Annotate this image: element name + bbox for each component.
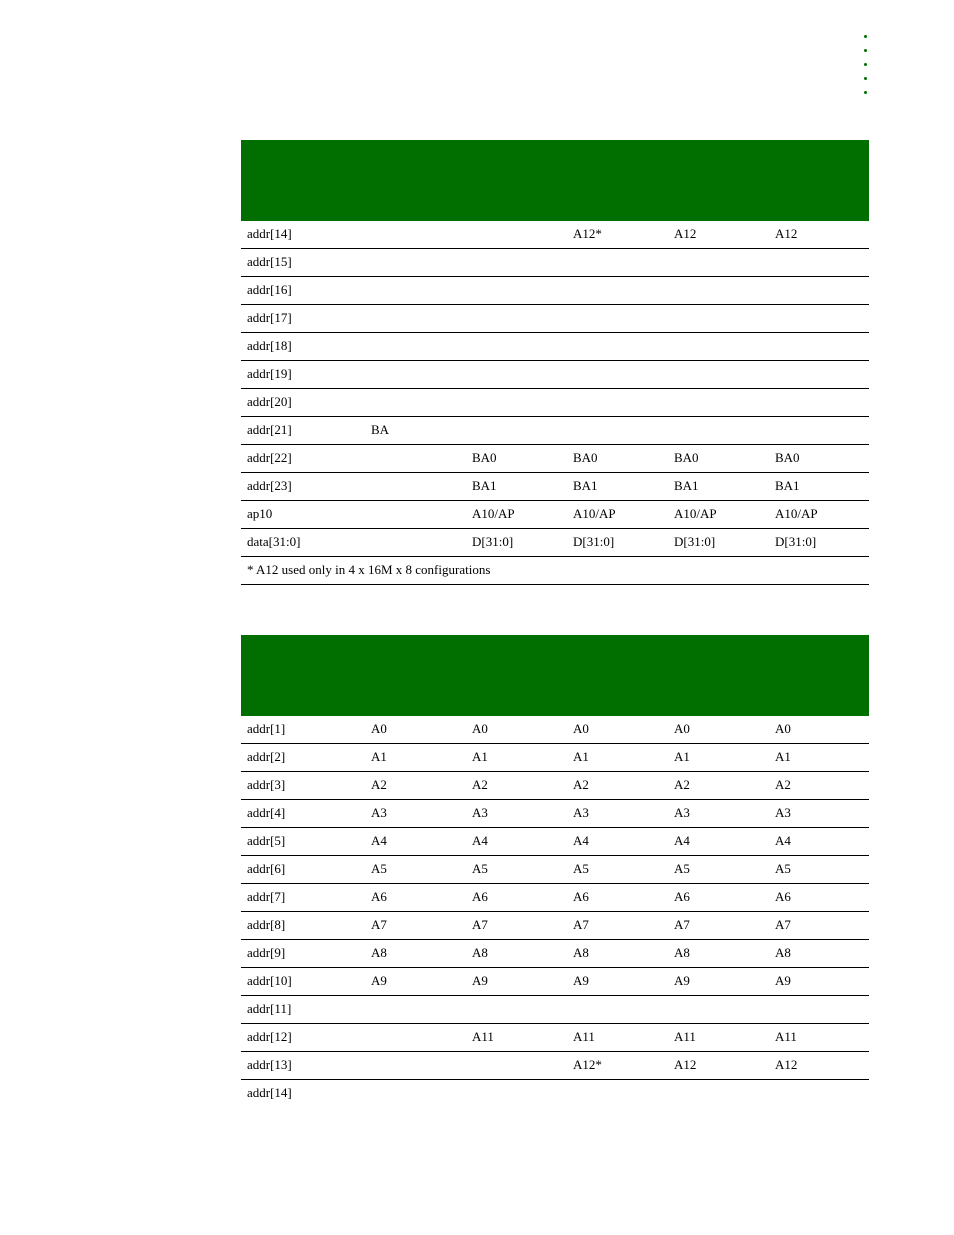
mapping-cell bbox=[769, 996, 869, 1023]
table-row bbox=[241, 996, 869, 1024]
mapping-cell: A2 bbox=[472, 777, 488, 792]
mapping-cell: A3 bbox=[371, 805, 387, 820]
mapping-cell bbox=[769, 305, 869, 332]
address-mapping-table-1 bbox=[241, 140, 869, 585]
mapping-cell: A1 bbox=[472, 749, 488, 764]
mapping-cell: A12* bbox=[573, 1057, 602, 1072]
table-row bbox=[241, 1080, 869, 1107]
table-footnote-row bbox=[241, 557, 869, 585]
mapping-cell bbox=[668, 277, 769, 304]
mapping-cell bbox=[365, 333, 466, 360]
mapping-cell bbox=[668, 389, 769, 416]
signal-name-cell: addr[2] bbox=[247, 749, 286, 764]
mapping-cell: A3 bbox=[775, 805, 791, 820]
table-header-bar bbox=[241, 635, 869, 716]
mapping-cell bbox=[668, 333, 769, 360]
mapping-cell: A4 bbox=[472, 833, 488, 848]
mapping-cell bbox=[365, 1080, 466, 1107]
mapping-cell: BA0 bbox=[472, 450, 497, 465]
mapping-cell bbox=[365, 529, 466, 556]
table-row bbox=[241, 884, 869, 912]
mapping-cell bbox=[668, 249, 769, 276]
mapping-cell bbox=[668, 996, 769, 1023]
signal-name-cell: addr[19] bbox=[247, 366, 292, 381]
mapping-cell: A12 bbox=[674, 226, 697, 241]
mapping-cell: A0 bbox=[573, 721, 589, 736]
mapping-cell bbox=[365, 1024, 466, 1051]
mapping-cell: A0 bbox=[775, 721, 791, 736]
mapping-cell: A5 bbox=[674, 861, 690, 876]
mapping-cell: BA1 bbox=[573, 478, 598, 493]
table-row bbox=[241, 305, 869, 333]
mapping-cell: A2 bbox=[371, 777, 387, 792]
mapping-cell bbox=[365, 389, 466, 416]
signal-name-cell: addr[20] bbox=[247, 394, 292, 409]
mapping-cell bbox=[365, 361, 466, 388]
mapping-cell: A3 bbox=[472, 805, 488, 820]
table-row bbox=[241, 940, 869, 968]
signal-name-cell: addr[17] bbox=[247, 310, 292, 325]
mapping-cell bbox=[466, 1052, 567, 1079]
mapping-cell bbox=[466, 305, 567, 332]
signal-name-cell: data[31:0] bbox=[247, 534, 301, 549]
signal-name-cell: addr[5] bbox=[247, 833, 286, 848]
mapping-cell bbox=[365, 305, 466, 332]
mapping-cell: BA1 bbox=[472, 478, 497, 493]
mapping-cell bbox=[466, 1080, 567, 1107]
mapping-cell bbox=[466, 221, 567, 248]
mapping-cell: A10/AP bbox=[472, 506, 515, 521]
table-header-bar bbox=[241, 140, 869, 221]
mapping-cell: A4 bbox=[775, 833, 791, 848]
mapping-cell bbox=[466, 389, 567, 416]
mapping-cell: A8 bbox=[674, 945, 690, 960]
mapping-cell: A9 bbox=[472, 973, 488, 988]
table-row bbox=[241, 361, 869, 389]
mapping-cell bbox=[769, 361, 869, 388]
mapping-cell: A0 bbox=[472, 721, 488, 736]
mapping-cell: A11 bbox=[674, 1029, 696, 1044]
mapping-cell: BA0 bbox=[674, 450, 699, 465]
mapping-cell: A6 bbox=[573, 889, 589, 904]
mapping-cell bbox=[567, 361, 668, 388]
mapping-cell bbox=[567, 389, 668, 416]
mapping-cell: A6 bbox=[371, 889, 387, 904]
table-row bbox=[241, 221, 869, 249]
mapping-cell: A7 bbox=[472, 917, 488, 932]
address-mapping-table-2 bbox=[241, 635, 869, 1107]
mapping-cell bbox=[365, 501, 466, 528]
margin-dot bbox=[864, 35, 867, 38]
mapping-cell: BA1 bbox=[674, 478, 699, 493]
mapping-cell: A6 bbox=[674, 889, 690, 904]
mapping-cell: A10/AP bbox=[573, 506, 616, 521]
mapping-cell: A7 bbox=[573, 917, 589, 932]
signal-name-cell: addr[7] bbox=[247, 889, 286, 904]
mapping-cell: D[31:0] bbox=[674, 534, 716, 549]
mapping-cell bbox=[769, 249, 869, 276]
margin-dots bbox=[864, 35, 868, 105]
mapping-cell bbox=[365, 996, 466, 1023]
table-row bbox=[241, 912, 869, 940]
table-row bbox=[241, 716, 869, 744]
mapping-cell: A10/AP bbox=[674, 506, 717, 521]
mapping-cell: A8 bbox=[371, 945, 387, 960]
mapping-cell: A5 bbox=[371, 861, 387, 876]
mapping-cell bbox=[769, 333, 869, 360]
mapping-cell: A6 bbox=[472, 889, 488, 904]
mapping-cell bbox=[567, 305, 668, 332]
mapping-cell bbox=[466, 361, 567, 388]
mapping-cell bbox=[769, 417, 869, 444]
mapping-cell bbox=[365, 221, 466, 248]
mapping-cell bbox=[668, 305, 769, 332]
table-row bbox=[241, 389, 869, 417]
mapping-cell: A12 bbox=[775, 1057, 798, 1072]
mapping-cell bbox=[567, 249, 668, 276]
mapping-cell bbox=[466, 333, 567, 360]
mapping-cell: A3 bbox=[674, 805, 690, 820]
table-row bbox=[241, 800, 869, 828]
table-row bbox=[241, 529, 869, 557]
mapping-cell: A2 bbox=[775, 777, 791, 792]
mapping-cell: A8 bbox=[472, 945, 488, 960]
mapping-cell bbox=[365, 277, 466, 304]
mapping-cell: BA0 bbox=[573, 450, 598, 465]
table-row bbox=[241, 501, 869, 529]
signal-name-cell: addr[14] bbox=[247, 226, 292, 241]
table-row bbox=[241, 417, 869, 445]
mapping-cell: A11 bbox=[573, 1029, 595, 1044]
table-row bbox=[241, 445, 869, 473]
signal-name-cell: addr[13] bbox=[247, 1057, 292, 1072]
signal-name-cell: addr[12] bbox=[247, 1029, 292, 1044]
mapping-cell: A4 bbox=[371, 833, 387, 848]
mapping-cell: A8 bbox=[775, 945, 791, 960]
signal-name-cell: addr[15] bbox=[247, 254, 292, 269]
table-row bbox=[241, 1052, 869, 1080]
mapping-cell bbox=[567, 333, 668, 360]
mapping-cell: A5 bbox=[472, 861, 488, 876]
mapping-cell bbox=[668, 361, 769, 388]
mapping-cell bbox=[668, 417, 769, 444]
mapping-cell: A4 bbox=[674, 833, 690, 848]
mapping-cell: BA0 bbox=[775, 450, 800, 465]
signal-name-cell: addr[16] bbox=[247, 282, 292, 297]
signal-name-cell: addr[6] bbox=[247, 861, 286, 876]
mapping-cell: A9 bbox=[573, 973, 589, 988]
margin-dot bbox=[864, 63, 867, 66]
mapping-cell bbox=[567, 277, 668, 304]
table-row bbox=[241, 772, 869, 800]
mapping-cell: A7 bbox=[371, 917, 387, 932]
mapping-cell: A11 bbox=[775, 1029, 797, 1044]
signal-name-cell: addr[21] bbox=[247, 422, 292, 437]
mapping-cell: A3 bbox=[573, 805, 589, 820]
table-footnote: * A12 used only in 4 x 16M x 8 configurations bbox=[247, 562, 491, 577]
mapping-cell: A1 bbox=[775, 749, 791, 764]
mapping-cell bbox=[567, 1080, 668, 1107]
mapping-cell bbox=[365, 1052, 466, 1079]
table-row bbox=[241, 968, 869, 996]
mapping-cell: A2 bbox=[573, 777, 589, 792]
mapping-cell bbox=[466, 996, 567, 1023]
mapping-cell bbox=[567, 417, 668, 444]
mapping-cell: A9 bbox=[775, 973, 791, 988]
mapping-cell bbox=[466, 277, 567, 304]
mapping-cell: BA1 bbox=[775, 478, 800, 493]
mapping-cell bbox=[365, 473, 466, 500]
signal-name-cell: addr[18] bbox=[247, 338, 292, 353]
mapping-cell: A5 bbox=[573, 861, 589, 876]
table-row bbox=[241, 856, 869, 884]
mapping-cell: A11 bbox=[472, 1029, 494, 1044]
mapping-cell: BA bbox=[371, 422, 390, 437]
signal-name-cell: addr[9] bbox=[247, 945, 286, 960]
margin-dot bbox=[864, 77, 867, 80]
signal-name-cell: addr[4] bbox=[247, 805, 286, 820]
table-row bbox=[241, 277, 869, 305]
mapping-cell: A12* bbox=[573, 226, 602, 241]
mapping-cell: A12 bbox=[674, 1057, 697, 1072]
signal-name-cell: addr[8] bbox=[247, 917, 286, 932]
table-row bbox=[241, 744, 869, 772]
mapping-cell: A9 bbox=[674, 973, 690, 988]
mapping-cell: A10/AP bbox=[775, 506, 818, 521]
mapping-cell: A4 bbox=[573, 833, 589, 848]
signal-name-cell: addr[14] bbox=[247, 1085, 292, 1100]
table-body bbox=[241, 716, 869, 1107]
mapping-cell: A8 bbox=[573, 945, 589, 960]
mapping-cell bbox=[466, 249, 567, 276]
mapping-cell: A1 bbox=[674, 749, 690, 764]
mapping-cell bbox=[769, 277, 869, 304]
signal-name-cell: addr[10] bbox=[247, 973, 292, 988]
mapping-cell: A2 bbox=[674, 777, 690, 792]
mapping-cell: D[31:0] bbox=[775, 534, 817, 549]
mapping-cell: A1 bbox=[371, 749, 387, 764]
signal-name-cell: addr[22] bbox=[247, 450, 292, 465]
mapping-cell: A6 bbox=[775, 889, 791, 904]
table-row bbox=[241, 828, 869, 856]
mapping-cell bbox=[466, 417, 567, 444]
mapping-cell bbox=[365, 249, 466, 276]
margin-dot bbox=[864, 91, 867, 94]
mapping-cell: D[31:0] bbox=[472, 534, 514, 549]
table-row bbox=[241, 1024, 869, 1052]
table-row bbox=[241, 333, 869, 361]
mapping-cell: A1 bbox=[573, 749, 589, 764]
table-body bbox=[241, 221, 869, 557]
signal-name-cell: addr[1] bbox=[247, 721, 286, 736]
mapping-cell: A7 bbox=[775, 917, 791, 932]
table-row bbox=[241, 249, 869, 277]
mapping-cell: A7 bbox=[674, 917, 690, 932]
mapping-cell bbox=[567, 996, 668, 1023]
margin-dot bbox=[864, 49, 867, 52]
mapping-cell bbox=[769, 1080, 869, 1107]
table-row bbox=[241, 473, 869, 501]
signal-name-cell: addr[11] bbox=[247, 1001, 292, 1016]
mapping-cell bbox=[365, 445, 466, 472]
mapping-cell: A12 bbox=[775, 226, 798, 241]
mapping-cell: A9 bbox=[371, 973, 387, 988]
mapping-cell: A5 bbox=[775, 861, 791, 876]
mapping-cell bbox=[769, 389, 869, 416]
mapping-cell: D[31:0] bbox=[573, 534, 615, 549]
mapping-cell: A0 bbox=[371, 721, 387, 736]
signal-name-cell: addr[3] bbox=[247, 777, 286, 792]
mapping-cell: A0 bbox=[674, 721, 690, 736]
mapping-cell bbox=[668, 1080, 769, 1107]
signal-name-cell: addr[23] bbox=[247, 478, 292, 493]
signal-name-cell: ap10 bbox=[247, 506, 273, 521]
